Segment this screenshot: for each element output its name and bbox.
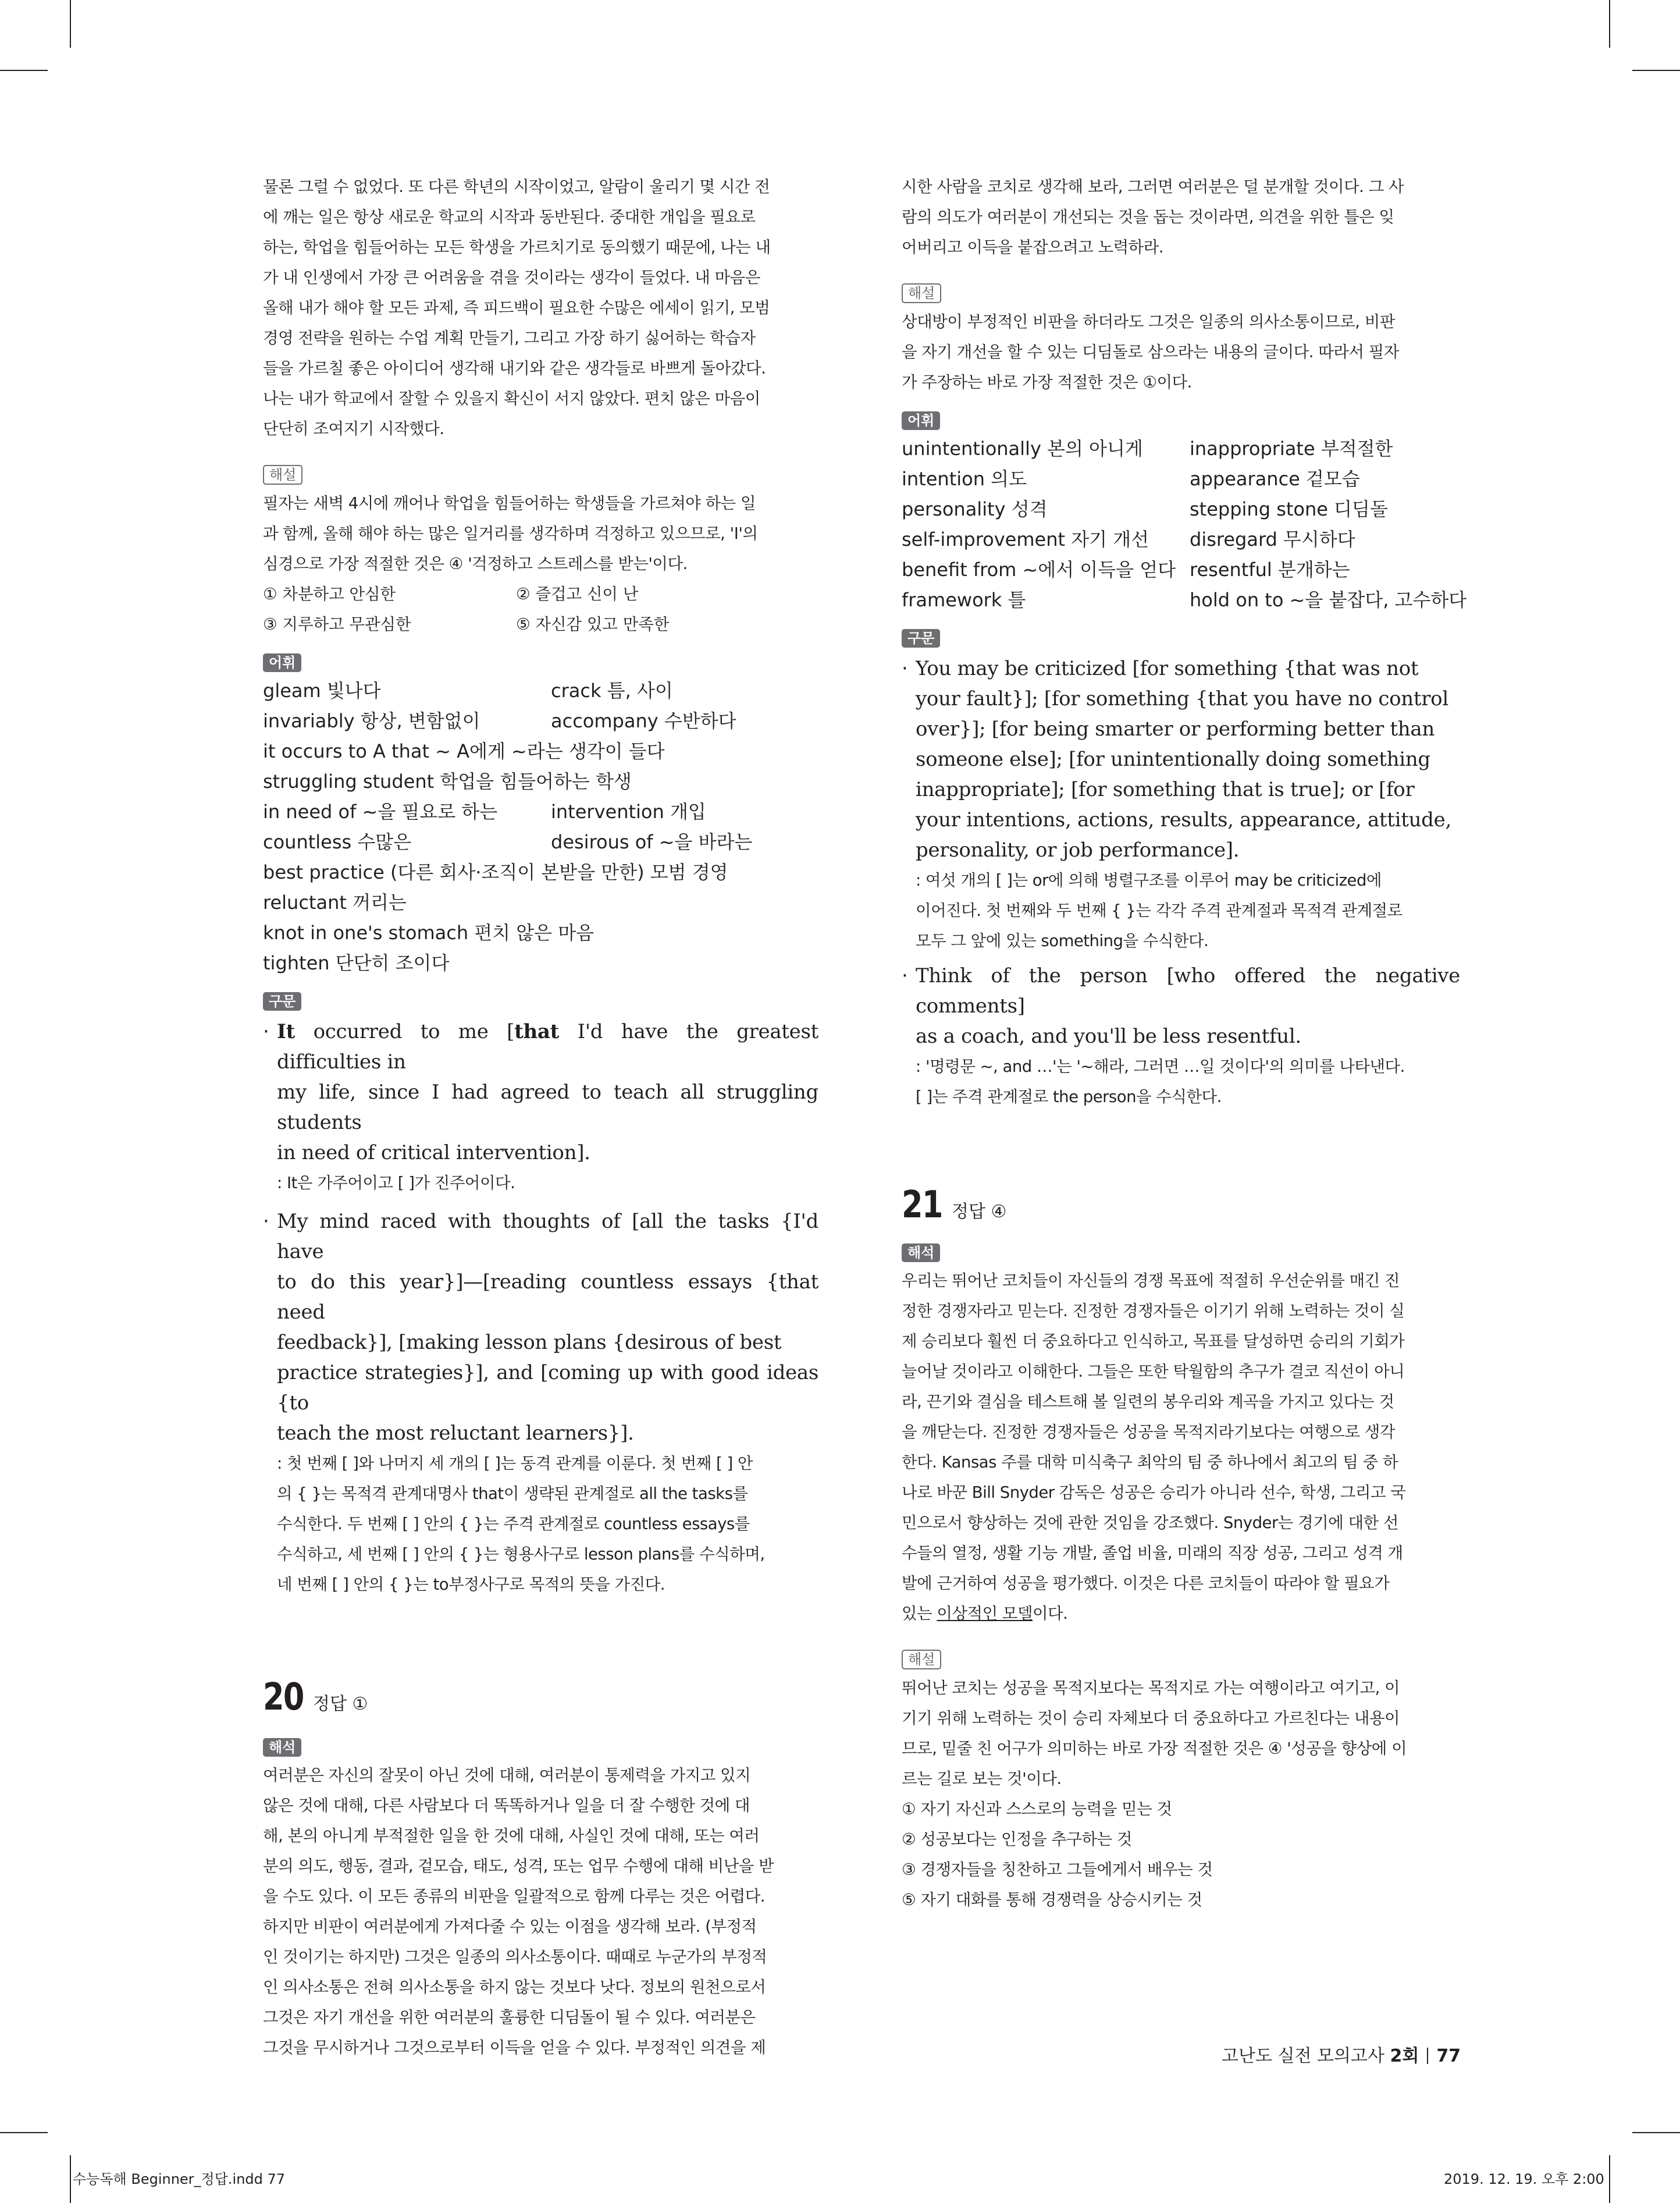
vocab-item: gleam 빛나다 [263, 680, 381, 702]
vocab-item: hold on to ~을 붙잡다, 고수하다 [1190, 589, 1467, 611]
sentence-note: : 첫 번째 [ ]와 나머지 세 개의 [ ]는 동격 관계를 이룬다. 첫 번째 [ ] 안 [277, 1454, 753, 1473]
text-line: 과 함께, 올해 해야 하는 많은 일거리를 생각하며 걱정하고 있으므로, 'I'의 [263, 524, 758, 543]
text-line: 을 깨닫는다. 진정한 경쟁자들은 성공을 목적지라기보다는 여행으로 생각 [902, 1423, 1395, 1441]
sentence-line: feedback}], [making lesson plans {desirous of best [277, 1331, 782, 1354]
commentary-text [263, 488, 818, 579]
text-line: 하지만 비판이 여러분에게 가져다줄 수 있는 이점을 생각해 보라. (부정적 [263, 1917, 757, 1936]
sentence-note: : 여섯 개의 [ ]는 or에 의해 병렬구조를 이루어 may be criticized에 [916, 871, 1382, 890]
crop-mark-top-left-h [0, 70, 48, 71]
sentence-note: 모두 그 앞에 있는 something을 수식한다. [916, 932, 1209, 950]
vocab-item: knot in one's stomach 편치 않은 마음 [263, 922, 595, 944]
crop-mark-bottom-left-v [70, 2155, 71, 2203]
text-segment: 이다. [1033, 1604, 1068, 1623]
slug-file: 수능독해 Beginner_정답.indd 77 [73, 2171, 286, 2187]
sentence-note: 이어진다. 첫 번째와 두 번째 { }는 각각 주격 관계절과 목적격 관계절로 [916, 901, 1403, 920]
sentence-line: my life, since I had agreed to teach all struggling students [277, 1081, 818, 1134]
vocab-item: accompany 수반하다 [551, 710, 736, 732]
sentence-line: to do this year}]—[reading countless essays {that need [277, 1270, 818, 1324]
text-line: 올해 내가 해야 할 모든 과제, 즉 피드백이 필요한 수많은 에세이 읽기, 모범 [263, 299, 770, 317]
sentence-line: your fault}]; [for something {that you have no control [916, 687, 1448, 710]
text-segment: 있는 [902, 1604, 937, 1623]
intro-translation [263, 172, 818, 444]
crop-mark-bottom-left-h [0, 2132, 48, 2133]
vocab-item: stepping stone 디딤돌 [1190, 498, 1388, 520]
text-line: 한다. Kansas 주를 대학 미식축구 최악의 팀 중 하나에서 최고의 팀 중 하 [902, 1453, 1398, 1472]
question-number: 20 [263, 1676, 304, 1719]
crop-mark-bottom-right-v [1609, 2155, 1610, 2203]
crop-mark-top-right-v [1609, 0, 1610, 48]
bullet-icon: · [902, 657, 908, 680]
syntax-tag: 구문 [263, 992, 301, 1011]
vocab-item: it occurs to A that ~ A에게 ~라는 생각이 들다 [263, 740, 665, 762]
question-answer: 정답 ① [313, 1694, 368, 1714]
text-line: 민으로서 향상하는 것에 관한 것임을 강조했다. Snyder는 경기에 대한 선 [902, 1513, 1398, 1532]
text-line: 우리는 뛰어난 코치들이 자신들의 경쟁 목표에 적절히 우선순위를 매긴 진 [902, 1271, 1400, 1290]
sentence-line: inappropriate]; [for something that is true]; or [for [916, 778, 1415, 801]
vocab-tag: 어휘 [902, 411, 940, 430]
right-column [902, 172, 1467, 1915]
option-item: ② 성공보다는 인정을 추구하는 것 [902, 1830, 1132, 1849]
vocab-item: resentful 분개하는 [1190, 559, 1350, 581]
text-line: 상대방이 부정적인 비판을 하더라도 그것은 일종의 의사소통이므로, 비판 [902, 312, 1395, 331]
text-line: 어버리고 이득을 붙잡으려고 노력하라. [902, 238, 1164, 257]
vocab-item: crack 틈, 사이 [551, 680, 673, 702]
text-line: 늘어날 것이라고 이해한다. 그들은 또한 탁월함의 추구가 결코 직선이 아니 [902, 1362, 1405, 1381]
option-item: ① 자기 자신과 스스로의 능력을 믿는 것 [902, 1800, 1172, 1818]
vocab-item: appearance 겉모습 [1190, 468, 1360, 490]
syntax-sentence [902, 961, 1460, 1112]
sentence-line: in need of critical intervention]. [277, 1141, 590, 1164]
text-line: 그것은 자기 개선을 위한 여러분의 훌륭한 디딤돌이 될 수 있다. 여러분은 [263, 2008, 756, 2027]
question-heading [263, 1674, 818, 1728]
answer-options [263, 579, 818, 639]
question-number: 21 [902, 1184, 942, 1227]
text-line: 심경으로 가장 적절한 것은 ④ '걱정하고 스트레스를 받는'이다. [263, 555, 688, 573]
vocab-item: intention 의도 [902, 468, 1027, 490]
translation-tag: 해석 [263, 1738, 301, 1757]
text-line: 하는, 학업을 힘들어하는 모든 학생을 가르치기로 동의했기 때문에, 나는 내 [263, 238, 771, 257]
text-line: 을 수도 있다. 이 모든 종류의 비판을 일괄적으로 함께 다루는 것은 어렵다. [263, 1887, 766, 1906]
sentence-note: [ ]는 주격 관계절로 the person을 수식한다. [916, 1088, 1222, 1106]
vocab-item: benefit from ~에서 이득을 얻다 [902, 559, 1176, 581]
syntax-sentence [263, 1206, 818, 1600]
page-number: 77 [1436, 2046, 1461, 2066]
vocab-item: tighten 단단히 조이다 [263, 952, 450, 974]
text-line: 제 승리보다 훨씬 더 중요하다고 인식하고, 목표를 달성하면 승리의 기회가 [902, 1332, 1405, 1351]
text-line: 뛰어난 코치는 성공을 목적지보다는 목적지로 가는 여행이라고 여기고, 이 [902, 1679, 1400, 1697]
text-line: 라, 끈기와 결심을 테스트해 볼 일련의 봉우리와 계곡을 가지고 있다는 것 [902, 1392, 1394, 1411]
q20-translation [263, 1760, 818, 2063]
footer-divider [1427, 2048, 1428, 2064]
sentence-note: 수식한다. 두 번째 [ ] 안의 { }는 주격 관계절로 countless essays를 [277, 1515, 750, 1533]
vocab-item: best practice (다른 회사·조직이 본받을 만한) 모범 경영 [263, 861, 728, 883]
translation-tag: 해석 [902, 1243, 940, 1262]
text-line: 해, 본의 아니게 부적절한 일을 한 것에 대해, 사실인 것에 대해, 또는 여러 [263, 1827, 760, 1845]
vocab-list [263, 676, 818, 978]
sentence-note: 수식하고, 세 번째 [ ] 안의 { }는 형용사구로 lesson plans를 수식하며, [277, 1545, 765, 1564]
sentence-line: practice strategies}], and [coming up with good ideas {to [277, 1361, 818, 1415]
option-item: ⑤ 자신감 있고 만족한 [516, 615, 670, 634]
bullet-icon: · [902, 964, 908, 987]
sentence-line: My mind raced with thoughts of [all the tasks {I'd have [277, 1210, 818, 1263]
text-line: 에 깨는 일은 항상 새로운 학교의 시작과 동반된다. 중대한 개입을 필요로 [263, 208, 756, 226]
text-line: 을 자기 개선을 할 수 있는 디딤돌로 삼으라는 내용의 글이다. 따라서 필자 [902, 343, 1399, 361]
sentence-line: over}]; [for being smarter or performing better than [916, 717, 1435, 741]
syntax-sentence [902, 653, 1460, 956]
text-line: 기기 위해 노력하는 것이 승리 자체보다 더 중요하다고 가르친다는 내용이 [902, 1709, 1400, 1728]
footer-title: 고난도 실전 모의고사 [1222, 2046, 1384, 2066]
vocab-item: countless 수많은 [263, 831, 412, 853]
text-line: 물론 그럴 수 없었다. 또 다른 학년의 시작이었고, 알람이 울리기 몇 시간 전 [263, 177, 770, 196]
sentence-line: personality, or job performance]. [916, 838, 1240, 862]
text-line: 들을 가르칠 좋은 아이디어 생각해 내기와 같은 생각들로 바쁘게 돌아갔다. [263, 359, 766, 378]
vocab-item: struggling student 학업을 힘들어하는 학생 [263, 770, 632, 793]
syntax-tag: 구문 [902, 629, 940, 648]
text-line: 인 의사소통은 전혀 의사소통을 하지 않는 것보다 낫다. 정보의 원천으로서 [263, 1978, 766, 1996]
text-line: 시한 사람을 코치로 생각해 보라, 그러면 여러분은 덜 분개할 것이다. 그 사 [902, 177, 1404, 196]
text-line: 정한 경쟁자라고 믿는다. 진정한 경쟁자들은 이기기 위해 노력하는 것이 실 [902, 1302, 1405, 1320]
commentary-tag: 해설 [263, 465, 302, 485]
text-line: 가 내 인생에서 가장 큰 어려움을 겪을 것이라는 생각이 들었다. 내 마음은 [263, 268, 760, 287]
commentary-text [902, 1673, 1460, 1794]
crop-mark-bottom-right-h [1632, 2132, 1680, 2133]
vocab-item: disregard 무시하다 [1190, 528, 1355, 550]
q20-translation-cont [902, 172, 1460, 262]
sentence-line: as a coach, and you'll be less resentful. [916, 1025, 1301, 1048]
sentence-line: teach the most reluctant learners}]. [277, 1422, 634, 1445]
vocab-item: in need of ~을 필요로 하는 [263, 801, 498, 823]
text-line: 여러분은 자신의 잘못이 아닌 것에 대해, 여러분이 통제력을 가지고 있지 [263, 1766, 751, 1785]
sentence-note: 네 번째 [ ] 안의 { }는 to부정사구로 목적의 뜻을 가진다. [277, 1575, 665, 1594]
crop-mark-top-left-v [70, 0, 71, 48]
text-line: 나로 바꾼 Bill Snyder 감독은 성공은 승리가 아니라 선수, 학생, 그리고 국 [902, 1483, 1406, 1502]
page-footer [1222, 2044, 1460, 2069]
vocab-list [902, 434, 1467, 615]
sentence-line: someone else]; [for unintentionally doing something [916, 748, 1430, 771]
underlined-phrase: 이상적인 모델 [937, 1604, 1033, 1623]
text-line: 그것을 무시하거나 그것으로부터 이득을 얻을 수 있다. 부정적인 의견을 제 [263, 2038, 766, 2057]
sentence-note: : '명령문 ~, and …'는 '~해라, 그러면 …일 것이다'의 의미를 나타낸다. [916, 1057, 1405, 1076]
text-line [902, 1598, 1460, 1629]
q21-translation [902, 1266, 1460, 1629]
question-answer: 정답 ④ [952, 1202, 1007, 1222]
vocab-item: framework 틀 [902, 589, 1026, 611]
vocab-tag: 어휘 [263, 653, 301, 672]
sentence-line: your intentions, actions, results, appearance, attitude, [916, 808, 1451, 832]
text-line: 나는 내가 학교에서 잘할 수 있을지 확신이 서지 않았다. 편치 않은 마음이 [263, 389, 760, 408]
option-item: ② 즐겁고 신이 난 [516, 585, 639, 603]
sentence-line: It occurred to me [that I'd have the greatest difficulties in [277, 1020, 818, 1074]
option-item: ③ 지루하고 무관심한 [263, 615, 411, 634]
bullet-icon: · [263, 1210, 269, 1233]
sentence-note: 의 { }는 목적격 관계대명사 that이 생략된 관계절로 all the tasks를 [277, 1484, 748, 1503]
text-line: 단단히 조여지기 시작했다. [263, 420, 444, 438]
crop-mark-top-right-h [1632, 70, 1680, 71]
question-heading [902, 1182, 1460, 1235]
option-item: ⑤ 자기 대화를 통해 경쟁력을 상승시키는 것 [902, 1891, 1202, 1909]
sentence-line: Think of the person [who offered the negative comments] [916, 964, 1460, 1018]
option-item: ① 차분하고 안심한 [263, 585, 396, 603]
commentary-text [902, 307, 1460, 397]
vocab-item: personality 성격 [902, 498, 1048, 520]
text-line: 가 주장하는 바로 가장 적절한 것은 ①이다. [902, 373, 1192, 392]
text-line: 필자는 새벽 4시에 깨어나 학업을 힘들어하는 학생들을 가르쳐야 하는 일 [263, 494, 756, 513]
vocab-item: desirous of ~을 바라는 [551, 831, 753, 853]
commentary-tag: 해설 [902, 283, 941, 303]
text-line: 르는 길로 보는 것'이다. [902, 1769, 1062, 1788]
vocab-item: intervention 개입 [551, 801, 706, 823]
bullet-icon: · [263, 1020, 269, 1043]
text-line: 므로, 밑줄 친 어구가 의미하는 바로 가장 적절한 것은 ④ '성공을 향상에 이 [902, 1739, 1407, 1758]
sentence-note: : It은 가주어이고 [ ]가 진주어이다. [277, 1174, 515, 1192]
text-line: 수들의 열정, 생활 기능 개발, 졸업 비율, 미래의 직장 성공, 그리고 성격 개 [902, 1544, 1403, 1562]
text-line: 발에 근거하여 성공을 평가했다. 이것은 다른 코치들이 따라야 할 필요가 [902, 1574, 1390, 1593]
footer-round: 2회 [1390, 2046, 1419, 2066]
vocab-item: self-improvement 자기 개선 [902, 528, 1149, 550]
vocab-item: unintentionally 본의 아니게 [902, 438, 1143, 460]
vocab-item: invariably 항상, 변함없이 [263, 710, 480, 732]
left-column [263, 172, 818, 2063]
vocab-item: inappropriate 부적절한 [1190, 438, 1393, 460]
text-line: 분의 의도, 행동, 결과, 겉모습, 태도, 성격, 또는 업무 수행에 대해 비난을 받 [263, 1857, 774, 1875]
text-line: 않은 것에 대해, 다른 사람보다 더 똑똑하거나 일을 더 잘 수행한 것에 대 [263, 1796, 750, 1815]
text-line: 경영 전략을 원하는 수업 계획 만들기, 그리고 가장 하기 싫어하는 학습자 [263, 329, 756, 347]
text-line: 람의 의도가 여러분이 개선되는 것을 돕는 것이라면, 의견을 위한 틀은 잊 [902, 208, 1394, 226]
syntax-sentence [263, 1017, 818, 1198]
sentence-line: You may be criticized [for something {that was not [916, 657, 1419, 680]
vocab-item: reluctant 꺼리는 [263, 891, 407, 914]
commentary-tag: 해설 [902, 1650, 941, 1669]
answer-options [902, 1794, 1460, 1915]
slug-date: 2019. 12. 19. 오후 2:00 [1444, 2171, 1604, 2187]
option-item: ③ 경쟁자들을 칭찬하고 그들에게서 배우는 것 [902, 1860, 1213, 1879]
text-line: 인 것이기는 하지만) 그것은 일종의 의사소통이다. 때때로 누군가의 부정적 [263, 1948, 767, 1966]
